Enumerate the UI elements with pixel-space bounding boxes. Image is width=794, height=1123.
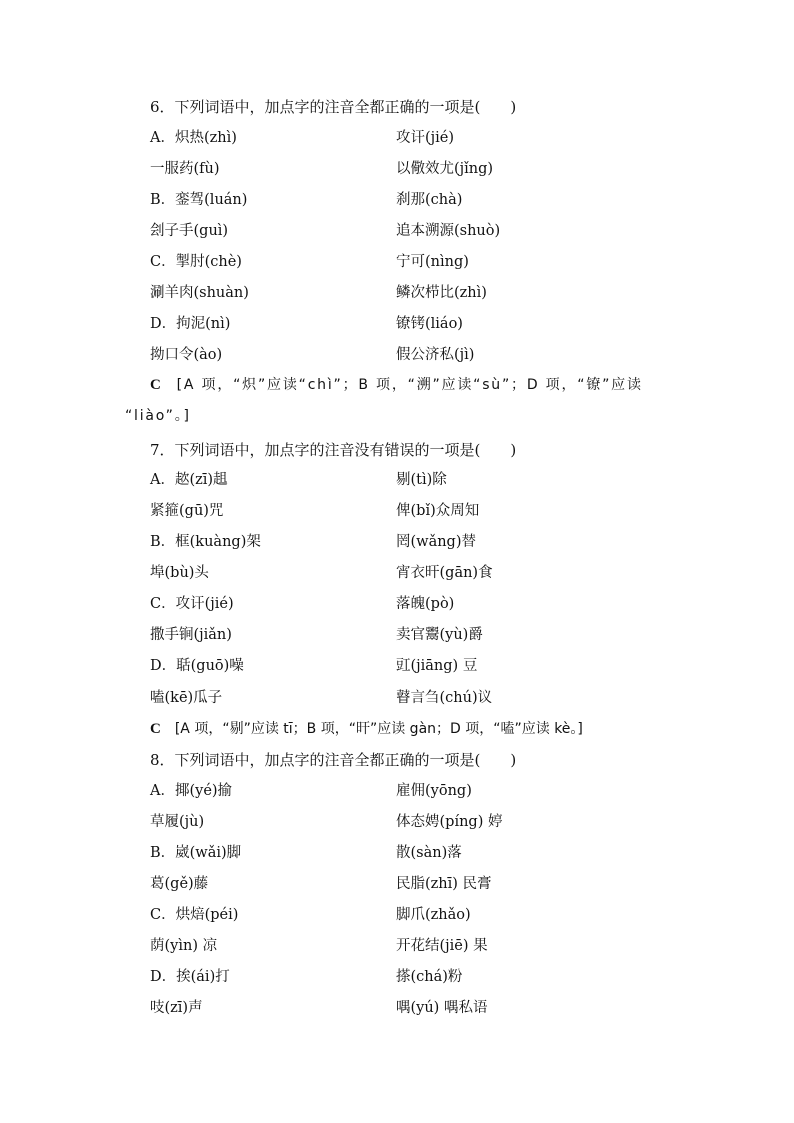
option-left: 紧箍(gū)咒 (150, 503, 224, 519)
option-right: 假公济私(jì) (396, 347, 475, 363)
option-left: 嗑(kē)瓜子 (150, 690, 223, 706)
option-left: A．趑(zī)趄 (150, 472, 228, 488)
question-6-option-row (0, 283, 794, 303)
option-right: 落魄(pò) (396, 596, 455, 612)
question-7-option-row (0, 625, 794, 645)
option-left: A．炽热(zhì) (150, 130, 237, 146)
question-6-option-row (0, 159, 794, 179)
option-right: 搽(chá)粉 (396, 969, 463, 985)
answer-explanation-line-2: “liào”。] (125, 408, 191, 424)
question-8-option-row (0, 905, 794, 925)
question-7-option-row (0, 594, 794, 614)
option-right: 追本溯源(shuò) (396, 223, 501, 239)
answer-explanation-line-1: [A 项，“剔”应读 tī；B 项，“旰”应读 gàn；D 项，“嗑”应读 kè。] (174, 721, 583, 737)
question-8-option-row (0, 967, 794, 987)
question-7-option-row (0, 532, 794, 552)
option-left: B．框(kuàng)架 (150, 534, 261, 550)
option-left: B．崴(wǎi)脚 (150, 845, 242, 861)
option-left: 荫(yìn) 凉 (150, 938, 218, 954)
option-right: 开花结(jiē) 果 (396, 938, 488, 954)
option-right: 豇(jiāng) 豆 (396, 658, 478, 674)
option-left: D．挨(ái)打 (150, 969, 230, 985)
option-left: 撒手锏(jiǎn) (150, 627, 232, 643)
option-left: C．攻讦(jié) (150, 596, 234, 612)
question-8-option-row (0, 874, 794, 894)
option-right: 宁可(nìng) (396, 254, 469, 270)
question-7-option-row (0, 688, 794, 708)
question-7-option-row (0, 501, 794, 521)
option-right: 喁(yú) 喁私语 (396, 1000, 488, 1016)
option-right: 民脂(zhī) 民膏 (396, 876, 492, 892)
option-left: 涮羊肉(shuàn) (150, 285, 249, 301)
option-right: 宵衣旰(gān)食 (396, 565, 493, 581)
question-6-option-row (0, 221, 794, 241)
option-right: 以儆效尤(jǐng) (396, 161, 494, 177)
question-7-option-row (0, 470, 794, 490)
answer-key: C (150, 721, 161, 737)
question-7-stem: 7．下列词语中，加点字的注音没有错误的一项是( ) (150, 441, 517, 459)
option-right: 体态娉(píng) 婷 (396, 814, 503, 830)
option-left: C．烘焙(péi) (150, 907, 239, 923)
question-8-stem: 8．下列词语中，加点字的注音全都正确的一项是( ) (150, 751, 517, 769)
question-6-answer (125, 370, 674, 432)
answer-explanation-line-1: [A 项，“炽”应读“chì”；B 项，“溯”应读“sù”；D 项，“镣”应读 (176, 377, 643, 393)
option-left: D．拘泥(nì) (150, 316, 231, 332)
option-right: 俾(bǐ)众周知 (396, 503, 480, 519)
question-8-option-row (0, 812, 794, 832)
question-6-option-row (0, 190, 794, 210)
option-left: 拗口令(ào) (150, 347, 223, 363)
option-right: 脚爪(zhǎo) (396, 907, 471, 923)
option-right: 散(sàn)落 (396, 845, 462, 861)
question-6-option-row (0, 345, 794, 365)
question-7-option-row (0, 563, 794, 583)
option-left: 刽子手(guì) (150, 223, 229, 239)
option-right: 攻讦(jié) (396, 130, 455, 146)
answer-key: C (150, 377, 163, 393)
option-right: 鳞次栉比(zhì) (396, 285, 487, 301)
option-left: A．揶(yé)揄 (150, 783, 233, 799)
question-6-stem: 6．下列词语中，加点字的注音全都正确的一项是( ) (150, 98, 517, 116)
option-left: 草履(jù) (150, 814, 205, 830)
question-8-option-row (0, 998, 794, 1018)
option-right: 剔(tì)除 (396, 472, 447, 488)
question-6-option-row (0, 128, 794, 148)
question-8-option-row (0, 936, 794, 956)
question-8-option-row (0, 781, 794, 801)
option-left: 一服药(fù) (150, 161, 220, 177)
option-left: B．銮驾(luán) (150, 192, 248, 208)
option-left: 吱(zī)声 (150, 1000, 203, 1016)
option-right: 瞽言刍(chú)议 (396, 690, 493, 706)
option-right: 卖官鬻(yù)爵 (396, 627, 483, 643)
option-left: 葛(gě)藤 (150, 876, 209, 892)
option-left: 埠(bù)头 (150, 565, 209, 581)
option-right: 镣铐(liáo) (396, 316, 463, 332)
question-7-answer (150, 714, 674, 745)
option-left: D．聒(guō)噪 (150, 658, 244, 674)
option-right: 刹那(chà) (396, 192, 463, 208)
option-right: 罔(wǎng)替 (396, 534, 476, 550)
option-right: 雇佣(yōng) (396, 783, 472, 799)
question-8-option-row (0, 843, 794, 863)
question-6-option-row (0, 252, 794, 272)
option-left: C．掣肘(chè) (150, 254, 242, 270)
question-6-option-row (0, 314, 794, 334)
question-7-option-row (0, 656, 794, 676)
